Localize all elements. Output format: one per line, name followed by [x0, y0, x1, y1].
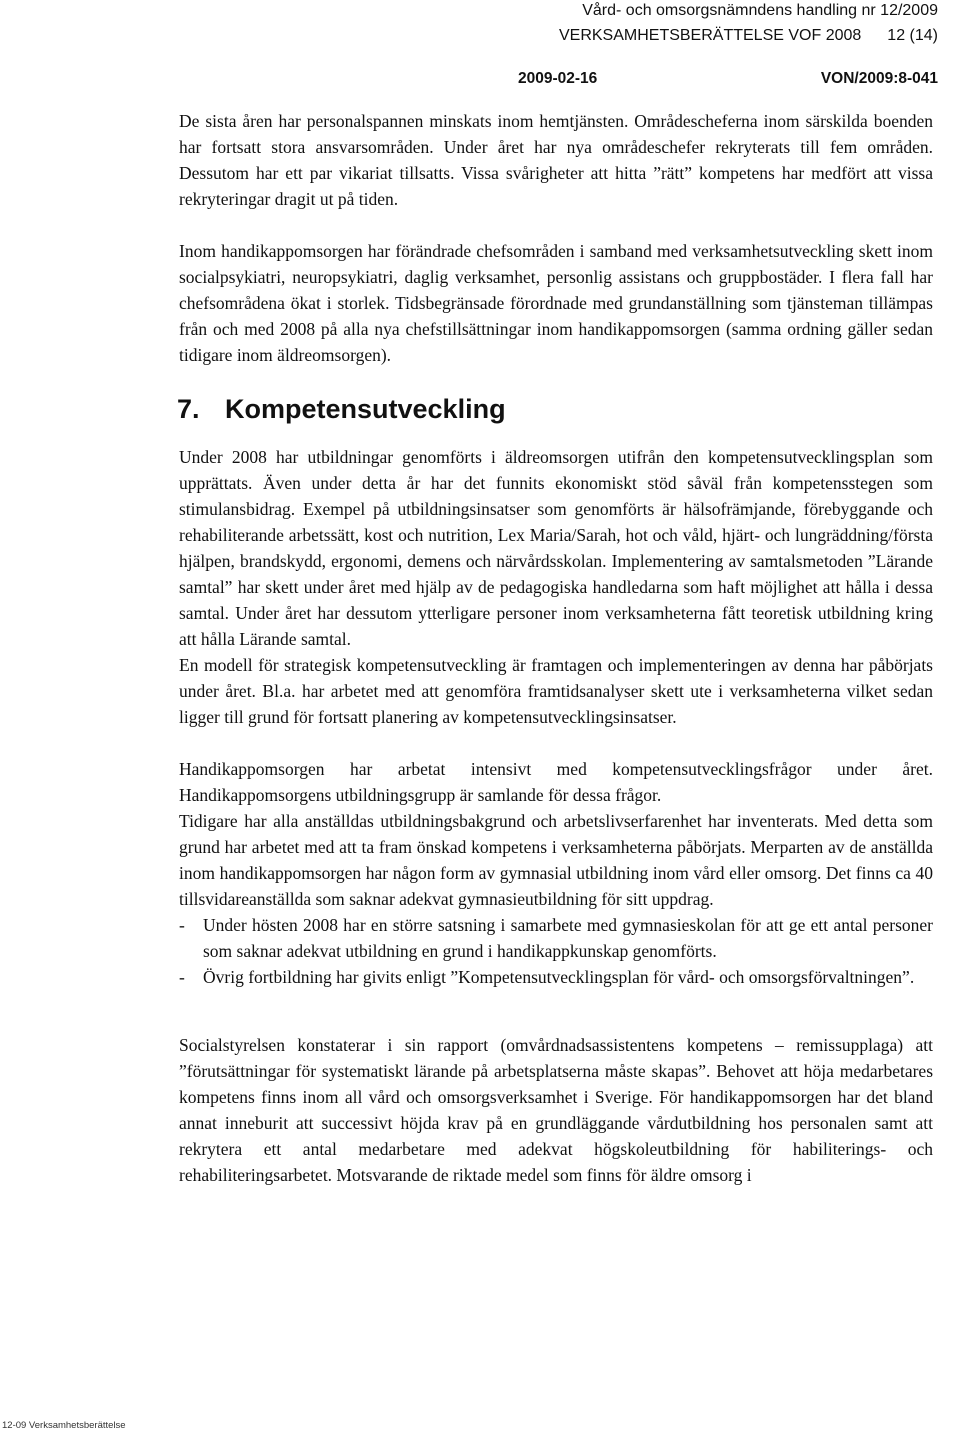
report-title: VERKSAMHETSBERÄTTELSE VOF 2008 [558, 27, 862, 44]
report-title-line [559, 27, 938, 45]
page-footer: 12-09 Verksamhetsberättelse [2, 1420, 126, 1431]
list-item-text: Under hösten 2008 har en större satsning i samarbete med gymnasieskolan för att ge ett antal personer som saknar adekvat utbildning en grund i handikappkunskap genomförts. [203, 915, 933, 961]
paragraph-disability-care-management: Inom handikappomsorgen har förändrade chefsområden i samband med verksamhetsutveckling skett inom socialpsykiatri, neuropsykiatri, daglig verksamhet, personlig assistans och gruppbostäder. I flera fall har chefsområdena ökat i storlek. Tidsbegränsade förordnade med grundanställning som tjänsteman tillämpas från och med 2008 på alla nya chefstillsättningar inom handikappomsorgen (samma ordning gäller sedan tidigare inom äldreomsorgen). [179, 241, 933, 365]
list-item [179, 912, 933, 964]
paragraph-disability-care-training: Handikappomsorgen har arbetat intensivt med kompetensutvecklingsfrågor under året. Handikappomsorgens utbildningsgrupp är samlande för dessa frågor. [179, 759, 933, 805]
diary-number: VON/2009:8-041 [820, 70, 938, 87]
list-item [179, 964, 933, 990]
paragraph-strategic-model: En modell för strategisk kompetensutveckling är framtagen och implementeringen av denna har påbörjats under året. Bl.a. har arbetet med att genomföra framtidsanalyser skett ute i verksamheterna vilket sedan ligger till grund för fortsatt planering av kompetensutvecklingsinsatser. [179, 655, 933, 727]
paragraph-elderly-care-training: Under 2008 har utbildningar genomförts i äldreomsorgen utifrån den kompetensutvecklingsplan som upprättats. Även under detta år har det funnits ekonomiskt stöd såväl från kompetensstegen som stimulansbidrag. Exempel på utbildningsinsatser som genomförts är hälsofrämjande, förebyggande och rehabiliterande arbetssätt, kost och nutrition, Lex Maria/Sarah, hot och våld, hjärt- och lungräddning/första hjälpen, brandskydd, ergonomi, demens och närvårdsskolan. Implementering av samtalsmetoden ”Lärande samtal” har skett under året med hjälp av de pedagogiska handledarna som haft möjlighet att hålla i dessa samtal. Under året har dessutom ytterligare personer inom verksamheterna fått teoretisk utbildning kring att hålla Lärande samtal. [179, 447, 933, 649]
bullet-dash: - [179, 915, 185, 935]
page-number: 12 (14) [887, 27, 938, 44]
section-heading [177, 392, 933, 426]
section-number: 7. [177, 394, 200, 424]
paragraph-socialstyrelsen: Socialstyrelsen konstaterar i sin rapport (omvårdnadsassistentens kompetens – remissupplaga) att ”förutsättningar för systematiskt lärande på arbetsplatserna måste skapas”. Behovet att höja medarbetares kompetens finns inom all vård och omsorgsverksamhet i Sverige. För handikappomsorgen har det bland annat inneburit att successivt höjda krav på en grundläggande vårdutbildning hos personalen samt att rekrytera ett antal medarbetare med adekvat högskoleutbildning för habiliterings- och rehabiliteringsarbetet. Motsvarande de riktade medel som finns för äldre omsorg i [179, 1035, 933, 1185]
paragraph-inventory: Tidigare har alla anställdas utbildningsbakgrund och arbetslivserfarenhet har inventerats. Med detta som grund har arbetet med att ta fram önskad kompetens i verksamheterna påbörjats. Merparten av de anställda inom handikappomsorgen har någon form av gymnasial utbildning inom vård eller omsorg. Det finns ca 40 tillsvidareanställda som saknar adekvat gymnasieutbildning för sitt uppdrag. [179, 811, 933, 909]
paragraph-staffing: De sista åren har personalspannen minskats inom hemtjänsten. Områdescheferna inom särskilda boenden har fortsatt stora ansvarsområden. Under året har nya områdeschefer rekryterats till fem områden. Dessutom har ett par vikariat tillsatts. Vissa svårigheter att hitta ”rätt” kompetens har medfört att vissa rekryteringar dragit ut på tiden. [179, 111, 933, 209]
bullet-list [179, 912, 933, 990]
list-item-text: Övrig fortbildning har givits enligt ”Kompetensutvecklingsplan för vård- och omsorgsförvaltningen”. [203, 967, 915, 987]
document-body [179, 108, 933, 1188]
bullet-dash: - [179, 967, 185, 987]
handling-reference: Vård- och omsorgsnämndens handling nr 12/2009 [582, 2, 938, 19]
document-date: 2009-02-16 [518, 70, 598, 87]
section-title: Kompetensutveckling [225, 394, 506, 424]
